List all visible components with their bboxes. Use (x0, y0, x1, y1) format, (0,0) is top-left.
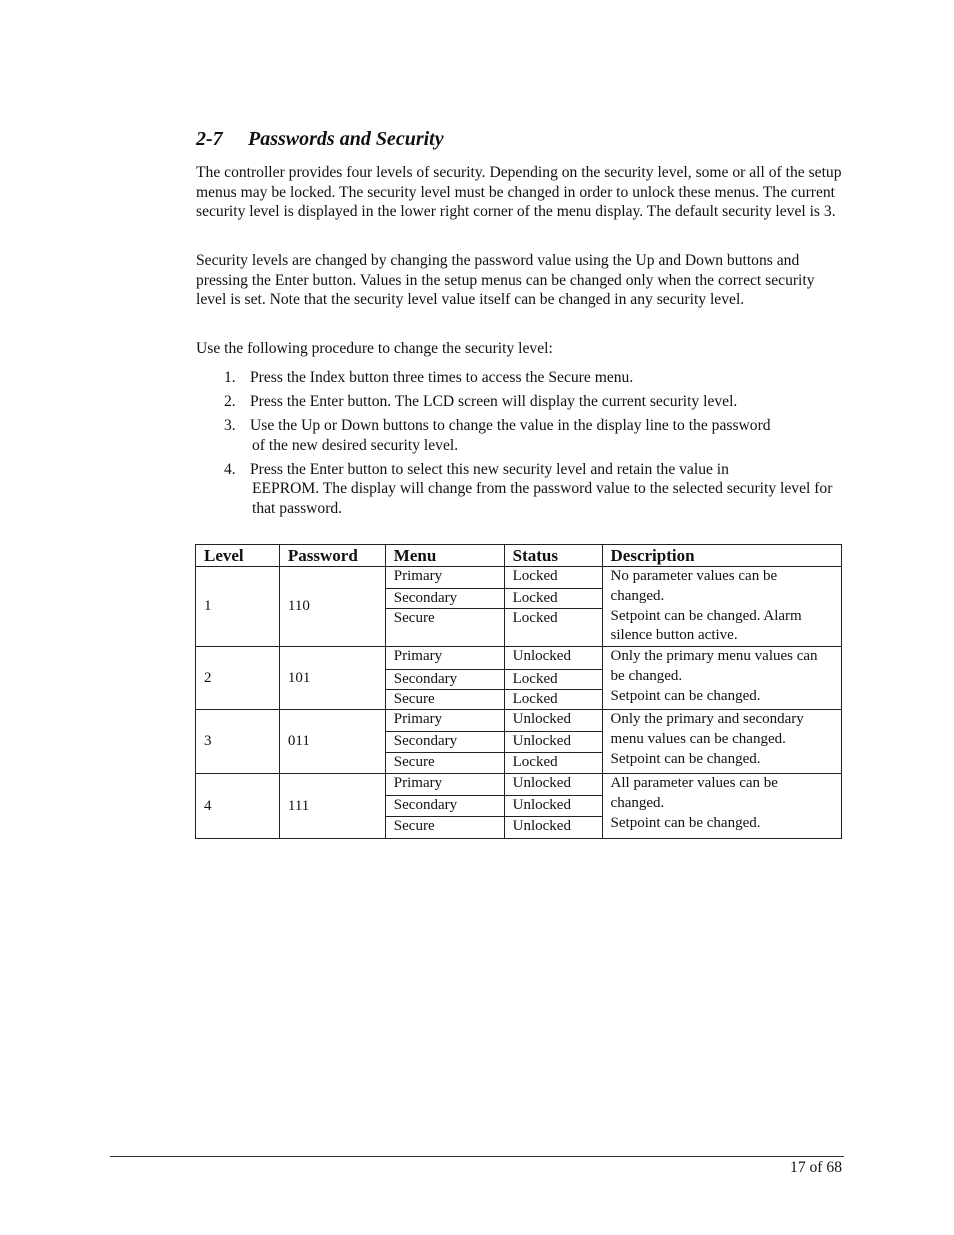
header-description: Description (602, 545, 841, 567)
table-row (196, 774, 842, 796)
status-cell: Locked (504, 670, 602, 690)
status-cell: Unlocked (504, 710, 602, 732)
status-cell: Unlocked (504, 647, 602, 670)
level-cell: 3 (196, 710, 280, 774)
footer-divider (110, 1156, 844, 1157)
menu-cell: Secure (385, 690, 504, 710)
status-cell: Unlocked (504, 732, 602, 753)
status-cell: Locked (504, 567, 602, 589)
menu-cell: Primary (385, 567, 504, 589)
description-cell: All parameter values can be changed. Setpoint can be changed. (602, 774, 841, 839)
menu-cell: Secure (385, 817, 504, 839)
header-menu: Menu (385, 545, 504, 567)
password-cell: 110 (279, 567, 385, 647)
status-cell: Locked (504, 690, 602, 710)
procedure-intro: Use the following procedure to change the security level: (196, 340, 553, 357)
table-row (196, 567, 842, 589)
security-levels-table (195, 544, 842, 839)
procedure-step: 3. Use the Up or Down buttons to change the value in the display line to the password of the new desired security level. (224, 417, 771, 454)
section-title: Passwords and Security (248, 128, 444, 150)
level-cell: 1 (196, 567, 280, 647)
status-cell: Unlocked (504, 817, 602, 839)
status-cell: Locked (504, 609, 602, 647)
menu-cell: Secondary (385, 732, 504, 753)
menu-cell: Secure (385, 609, 504, 647)
menu-cell: Secondary (385, 588, 504, 609)
procedure-step: 2. Press the Enter button. The LCD screen will display the current security level. (224, 393, 738, 411)
menu-cell: Secondary (385, 670, 504, 690)
menu-cell: Primary (385, 710, 504, 732)
table-row (196, 647, 842, 670)
description-cell: No parameter values can be changed. Setpoint can be changed. Alarm silence button active. (602, 567, 841, 647)
level-cell: 2 (196, 647, 280, 710)
password-cell: 011 (279, 710, 385, 774)
status-cell: Locked (504, 588, 602, 609)
menu-cell: Secondary (385, 796, 504, 817)
status-cell: Unlocked (504, 796, 602, 817)
description-cell: Only the primary and secondary menu values can be changed. Setpoint can be changed. (602, 710, 841, 774)
password-cell: 111 (279, 774, 385, 839)
status-cell: Locked (504, 753, 602, 774)
procedure-step: 1. Press the Index button three times to access the Secure menu. (224, 369, 634, 386)
intro-paragraph: The controller provides four levels of security. Depending on the security level, some or all of the setup menus may be locked. The security level must be changed in order to unlock these menus. The current security level is displayed in the lower right corner of the menu display. The default security level is 3. (196, 164, 842, 221)
status-cell: Unlocked (504, 774, 602, 796)
description-cell: Only the primary menu values can be changed. Setpoint can be changed. (602, 647, 841, 710)
header-level: Level (196, 545, 280, 567)
security-change-paragraph: Security levels are changed by changing the password value using the Up and Down buttons and pressing the Enter button. Values in the setup menus can be changed only when the correct security level is set. Note that the security level value itself can be changed in any security level. (196, 252, 815, 309)
header-password: Password (279, 545, 385, 567)
menu-cell: Primary (385, 647, 504, 670)
password-cell: 101 (279, 647, 385, 710)
table-row (196, 710, 842, 732)
section-number: 2-7 (196, 128, 223, 150)
menu-cell: Primary (385, 774, 504, 796)
table-header-row (196, 545, 842, 567)
header-status: Status (504, 545, 602, 567)
procedure-step: 4. Press the Enter button to select this new security level and retain the value in EEPROM. The display will change from the password value to the selected security level for that password. (224, 460, 833, 518)
section-heading (196, 128, 444, 151)
page-number: 17 of 68 (790, 1159, 842, 1176)
level-cell: 4 (196, 774, 280, 839)
procedure-steps (224, 368, 844, 523)
menu-cell: Secure (385, 753, 504, 774)
